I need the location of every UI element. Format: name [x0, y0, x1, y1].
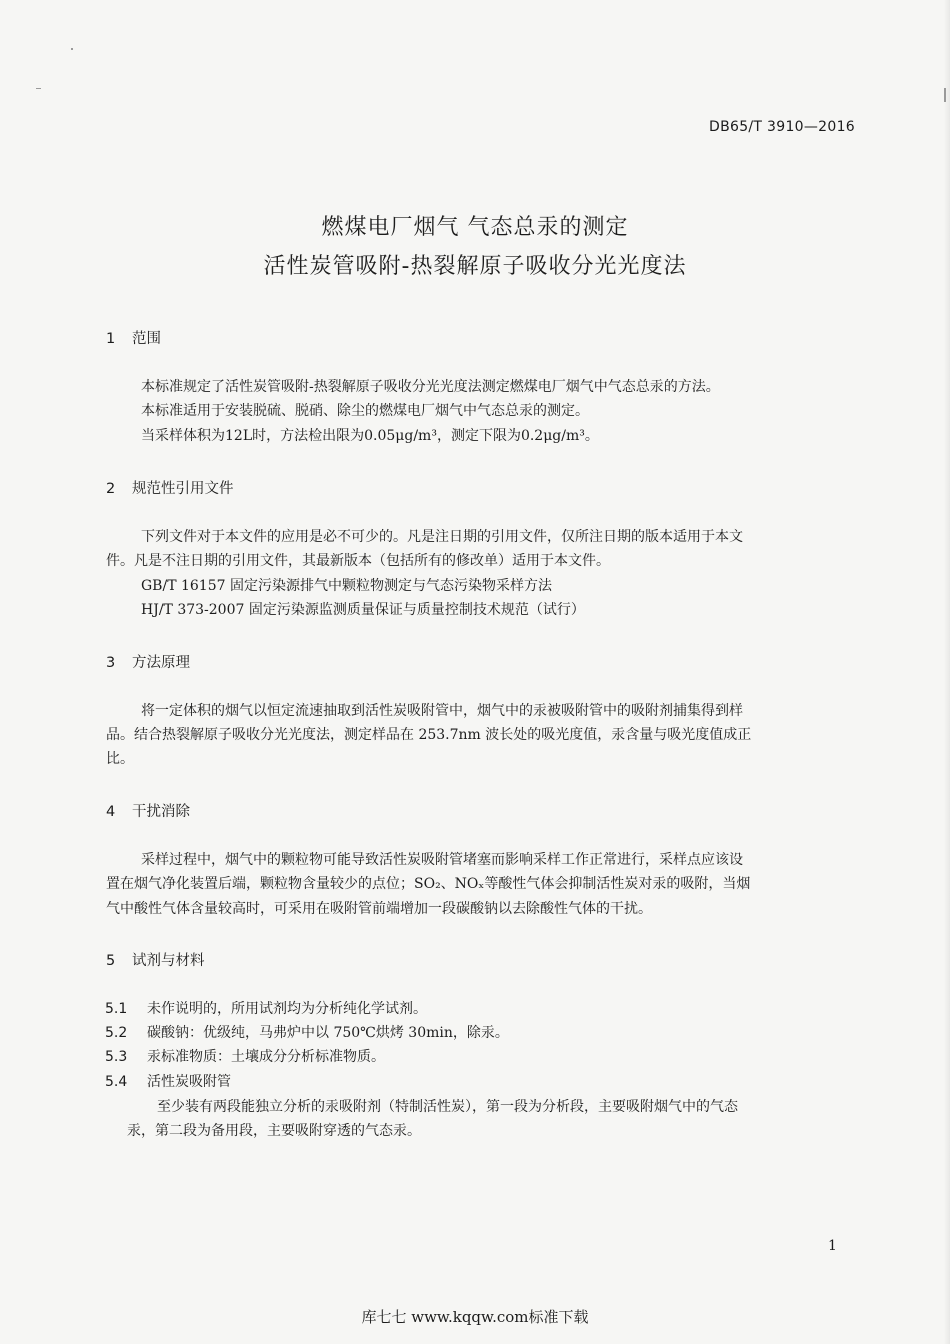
section-4-heading [106, 800, 190, 821]
section-2-paragraph: 下列文件对于本文件的应用是必不可少的。凡是注日期的引用文件，仅所注日期的版本适用于本文 [141, 529, 743, 545]
section-3-paragraph: 比。 [106, 751, 134, 767]
section-3-paragraph: 品。结合热裂解原子吸收分光光度法，测定样品在 253.7nm 波长处的吸光度值，汞含量与吸光度值成正 [106, 727, 752, 743]
section-1-paragraph: 本标准适用于安装脱硫、脱硝、除尘的燃煤电厂烟气中气态总汞的测定。 [141, 403, 589, 419]
section-title: 规范性引用文件 [132, 481, 234, 497]
section-3-heading [106, 651, 190, 672]
section-4-paragraph: 采样过程中，烟气中的颗粒物可能导致活性炭吸附管堵塞而影响采样工作正常进行，采样点应该设 [141, 852, 743, 868]
section-5-heading [106, 949, 205, 970]
item-text: 汞标准物质：土壤成分分析标准物质。 [147, 1049, 385, 1065]
section-4-paragraph: 气中酸性气体含量较高时，可采用在吸附管前端增加一段碳酸钠以去除酸性气体的干扰。 [106, 901, 652, 917]
item-5-3 [105, 1046, 385, 1066]
document-code: DB65/T 3910—2016 [709, 119, 855, 135]
item-number: 5.3 [105, 1049, 128, 1065]
section-4-paragraph: 置在烟气净化装置后端，颗粒物含量较少的点位；SO₂、NOₓ等酸性气体会抑制活性炭对汞的吸附，当烟 [106, 876, 751, 892]
reference-hj-t-373: HJ/T 373-2007 固定污染源监测质量保证与质量控制技术规范（试行） [141, 602, 585, 618]
section-number: 2 [106, 481, 116, 497]
section-1-paragraph: 本标准规定了活性炭管吸附-热裂解原子吸收分光光度法测定燃煤电厂烟气中气态总汞的方法。 [141, 379, 720, 395]
item-number: 5.1 [105, 1001, 128, 1017]
section-1-paragraph: 当采样体积为12L时，方法检出限为0.05μg/m³，测定下限为0.2μg/m³。 [141, 428, 599, 444]
item-text: 碳酸钠：优级纯，马弗炉中以 750℃烘烤 30min，除汞。 [147, 1025, 509, 1041]
title-line-1: 燃煤电厂烟气 气态总汞的测定 [321, 215, 629, 240]
footer-watermark: 库七七 www.kqqw.com标准下载 [361, 1308, 589, 1326]
item-5-1 [105, 998, 427, 1018]
item-5-4-paragraph: 至少装有两段能独立分析的汞吸附剂（特制活性炭），第一段为分析段，主要吸附烟气中的气态 [157, 1099, 738, 1115]
scan-edge-shadow [944, 0, 950, 1344]
item-text: 未作说明的，所用试剂均为分析纯化学试剂。 [147, 1001, 427, 1017]
section-number: 3 [106, 655, 116, 671]
section-2-heading [106, 477, 234, 498]
scan-speck [71, 48, 73, 50]
item-5-4-paragraph: 汞，第二段为备用段，主要吸附穿透的气态汞。 [127, 1123, 421, 1139]
section-number: 4 [106, 804, 116, 820]
section-2-paragraph: 件。凡是不注日期的引用文件，其最新版本（包括所有的修改单）适用于本文件。 [106, 553, 610, 569]
item-5-4 [105, 1071, 231, 1091]
section-3-paragraph: 将一定体积的烟气以恒定流速抽取到活性炭吸附管中，烟气中的汞被吸附管中的吸附剂捕集得到样 [141, 703, 743, 719]
scan-speck [944, 88, 946, 102]
title-line-2: 活性炭管吸附-热裂解原子吸收分光光度法 [263, 254, 687, 279]
reference-gb-t-16157: GB/T 16157 固定污染源排气中颗粒物测定与气态污染物采样方法 [141, 578, 552, 594]
section-title: 试剂与材料 [132, 953, 205, 969]
section-number: 5 [106, 953, 116, 969]
item-number: 5.2 [105, 1025, 128, 1041]
scan-speck [36, 88, 41, 89]
section-1-heading [106, 327, 161, 348]
page-number: 1 [828, 1238, 837, 1254]
item-text: 活性炭吸附管 [147, 1074, 231, 1090]
item-5-2 [105, 1022, 509, 1042]
section-title: 方法原理 [132, 655, 190, 671]
section-title: 干扰消除 [132, 804, 190, 820]
item-number: 5.4 [105, 1074, 128, 1090]
section-title: 范围 [132, 331, 161, 347]
section-number: 1 [106, 331, 116, 347]
